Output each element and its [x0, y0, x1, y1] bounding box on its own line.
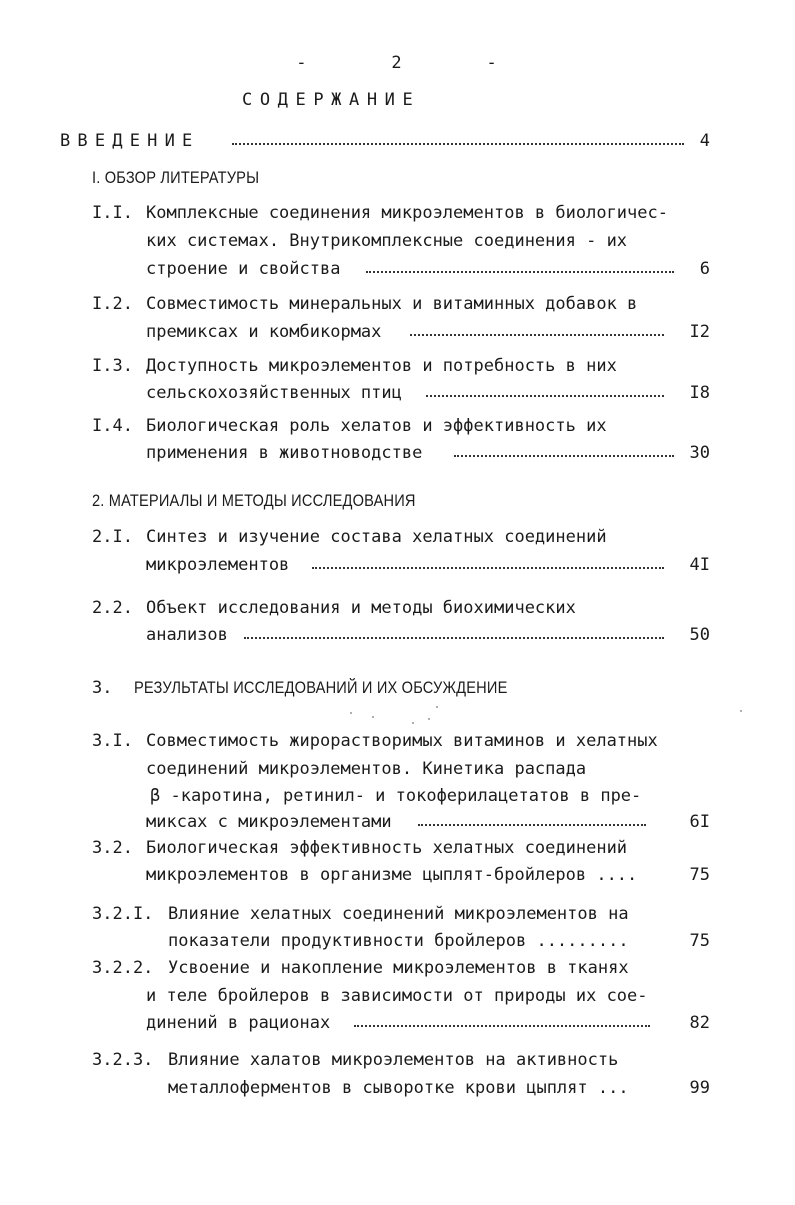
toc-item-number: 2.I.: [92, 527, 133, 547]
toc-item-number: I.2.: [92, 294, 133, 314]
toc-item-page: 4I: [689, 555, 710, 575]
page-number-line: [0, 53, 795, 73]
toc-item-line: микроэлементов: [146, 555, 290, 575]
toc-item-line: Биологическая роль хелатов и эффективность их: [146, 416, 607, 436]
toc-item-number: 2.2.: [92, 598, 133, 618]
dot-leader: [418, 824, 646, 826]
toc-item-line: применения в животноводстве: [146, 443, 423, 463]
section-3-number: 3.: [92, 678, 113, 698]
toc-item-line: микроэлементов в организме цыплят-бройлеров ....: [146, 865, 638, 885]
scan-speck: [740, 710, 742, 712]
dot-leader: [366, 271, 674, 273]
toc-item-page: 75: [689, 865, 710, 885]
dash-right: -: [486, 53, 499, 73]
toc-item-line: Комплексные соединения микроэлементов в биологичес-: [146, 203, 668, 223]
dot-leader: [244, 637, 664, 639]
section-2-heading: 2. МАТЕРИАЛЫ И МЕТОДЫ ИССЛЕДОВАНИЯ: [92, 491, 416, 510]
toc-item-line: Влияние халатов микроэлементов на активность: [168, 1050, 619, 1070]
toc-item-line: ких системах. Внутрикомплексные соединения - их: [146, 231, 628, 251]
dot-leader: [426, 395, 664, 397]
toc-item-page: I8: [689, 383, 710, 403]
dot-leader: [354, 1025, 650, 1027]
scan-speck: [428, 718, 430, 720]
toc-item-number: I.3.: [92, 356, 133, 376]
toc-item-page: 50: [689, 625, 710, 645]
toc-item-page: I2: [689, 322, 710, 342]
toc-item-page: 82: [689, 1013, 710, 1033]
dot-leader: [232, 143, 684, 145]
toc-intro-page: 4: [699, 131, 710, 151]
toc-item-line: премиксах и комбикормах: [146, 322, 382, 342]
toc-item-line: сельскохозяйственных птиц: [146, 383, 402, 403]
dash-left: -: [296, 53, 309, 73]
toc-item-line: показатели продуктивности бройлеров .........: [168, 931, 629, 951]
toc-item-number: 3.2.: [92, 838, 133, 858]
toc-item-line: соединений микроэлементов. Кинетика распада: [146, 759, 587, 779]
scan-speck: [372, 716, 374, 718]
toc-item-page: 6I: [689, 812, 710, 832]
toc-item-line: Совместимость минеральных и витаминных добавок в: [146, 294, 638, 314]
section-1-heading: I. ОБЗОР ЛИТЕРАТУРЫ: [92, 168, 260, 187]
page-number: 2: [391, 53, 404, 73]
toc-item-line: Совместимость жирорастворимых витаминов и хелатных: [146, 731, 658, 751]
toc-item-line: Синтез и изучение состава хелатных соединений: [146, 527, 607, 547]
toc-item-line: Влияние хелатных соединений микроэлементов на: [168, 904, 629, 924]
toc-item-page: 6: [699, 259, 710, 279]
toc-item-line: Доступность микроэлементов и потребность в них: [146, 356, 617, 376]
toc-item-line: Усвоение и накопление микроэлементов в тканях: [168, 958, 629, 978]
toc-item-number: 3.2.3.: [92, 1050, 154, 1070]
dot-leader: [410, 334, 664, 336]
toc-item-line: β -каротина, ретинил- и токоферилацетатов в пре-: [150, 786, 642, 806]
toc-item-page: 30: [689, 443, 710, 463]
scan-speck: [350, 712, 352, 714]
toc-item-line: строение и свойства: [146, 259, 341, 279]
toc-item-number: I.I.: [92, 203, 133, 223]
toc-item-line: динений в рационах: [146, 1013, 331, 1033]
toc-intro-label: ВВЕДЕНИЕ: [60, 131, 200, 151]
toc-item-line: и теле бройлеров в зависимости от природы их сое-: [146, 986, 648, 1006]
section-3-heading: РЕЗУЛЬТАТЫ ИССЛЕДОВАНИЙ И ИХ ОБСУЖДЕНИЕ: [134, 678, 508, 697]
toc-item-number: 3.2.I.: [92, 904, 154, 924]
toc-item-line: Объект исследования и методы биохимических: [146, 598, 576, 618]
toc-item-number: I.4.: [92, 416, 133, 436]
scan-speck: [436, 706, 438, 708]
toc-item-line: миксах с микроэлементами: [146, 812, 392, 832]
toc-item-number: 3.I.: [92, 731, 133, 751]
dot-leader: [312, 567, 664, 569]
toc-item-line: Биологическая эффективность хелатных соединений: [146, 838, 628, 858]
scan-speck: [412, 722, 414, 724]
toc-item-line: металлоферментов в сыворотке крови цыплят ...: [168, 1078, 629, 1098]
toc-title: СОДЕРЖАНИЕ: [242, 90, 421, 110]
toc-item-line: анализов: [146, 625, 228, 645]
toc-item-page: 75: [689, 931, 710, 951]
toc-item-number: 3.2.2.: [92, 958, 154, 978]
toc-item-page: 99: [689, 1078, 710, 1098]
